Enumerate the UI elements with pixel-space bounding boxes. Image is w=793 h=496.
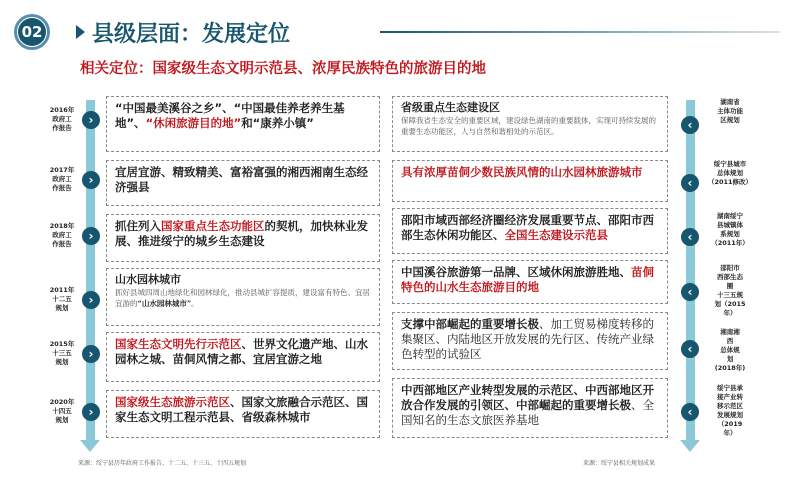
chevron-right-icon: › [82, 227, 100, 245]
left-box-2017-text: 宜居宜游、精致精美、富裕富强的湘西湘南生态经济强县 [115, 165, 368, 194]
left-label-2015: 2015年 十三五 规划 [49, 340, 75, 366]
right-box-xiangnan-text: 支撑中部崛起的重要增长极、加工贸易梯度转移的集聚区、内陆地区开放发展的先行区、传统产业绿色转型的试验区 [401, 317, 654, 361]
left-box-2016 [106, 96, 380, 152]
triangle-right-icon [76, 25, 85, 39]
right-timeline-arrow-icon [680, 440, 700, 452]
left-box-2017 [106, 160, 380, 206]
left-label-2016: 2016年 政府工 作报告 [49, 106, 75, 132]
chevron-left-icon: ‹ [681, 174, 699, 192]
section-number: 02 [18, 18, 46, 46]
page-title: 县级层面：发展定位 [92, 22, 291, 47]
left-box-2015-text: 国家生态文明先行示范区、世界文化遗产地、山水园林之城、苗侗风情之都、宜居宜游之地 [115, 337, 368, 366]
chevron-left-icon: ‹ [681, 116, 699, 134]
right-label-shaoyang-plan: 邵阳市 西部生态 圈 十三五规 划（2015 年） [714, 264, 746, 317]
right-box-shaoyang [392, 260, 668, 304]
chevron-left-icon: ‹ [681, 283, 699, 301]
right-box-xiangnan [392, 312, 668, 370]
right-box-town [392, 208, 668, 254]
right-box-town-text: 邵阳市域西部经济圈经济发展重要节点、邵阳市西部生态休闲功能区、全国生态建设示范县 [401, 213, 654, 242]
right-box-industry [392, 378, 668, 438]
right-label-industry-plan: 绥宁县承 接产业转 移示范区 发展规划 （2019 年） [717, 384, 743, 437]
right-box-province-title: 省级重点生态建设区 [401, 101, 500, 114]
left-label-2020: 2020年 十四五 规划 [49, 398, 75, 424]
right-label-province-plan: 湖南省 主体功能 区规划 [717, 98, 743, 124]
left-box-2015 [106, 332, 380, 382]
right-box-city [392, 160, 668, 202]
left-box-2016-text: “中国最美溪谷之乡”、“中国最佳养老养生基地”、“休闲旅游目的地”和“康养小镇” [115, 101, 345, 130]
left-label-2018: 2018年 政府工 作报告 [49, 222, 75, 248]
right-label-xiangnan-plan: 湘南湘 西 总体规 划 (2018年) [714, 328, 746, 372]
right-label-city-plan: 绥宁县城市 总体规划 （2011修改） [707, 160, 753, 186]
left-box-2011-title: 山水园林城市 [115, 273, 181, 286]
left-timeline [86, 100, 95, 442]
left-box-2018 [106, 214, 380, 262]
chevron-right-icon: › [82, 345, 100, 363]
right-timeline [686, 100, 695, 442]
chevron-left-icon: ‹ [681, 340, 699, 358]
right-box-industry-text: 中西部地区产业转型发展的示范区、中西部地区开放合作发展的引领区、中部崛起的重要增长极、全国知名的生态文旅医养基地 [401, 383, 654, 427]
left-box-2018-text: 抓住列入国家重点生态功能区的契机，加快林业发展、推进绥宁的城乡生态建设 [115, 219, 368, 248]
chevron-right-icon: › [82, 111, 100, 129]
chevron-left-icon: ‹ [681, 228, 699, 246]
chevron-right-icon: › [82, 291, 100, 309]
left-box-2020 [106, 390, 380, 438]
header-divider [380, 31, 780, 33]
source-note-right: 来源：绥宁县相关规划成果 [583, 460, 656, 467]
source-note-left: 来源：绥宁县历年政府工作报告、十二五、十三五、十四五规划 [78, 460, 247, 467]
left-box-2011-body: 抓好县城四周山地绿化和园林绿化，推动县城扩容提质，建设富有特色、宜居宜游的“山水园林城市”。 [115, 288, 370, 308]
chevron-right-icon: › [82, 171, 100, 189]
chevron-right-icon: › [82, 403, 100, 421]
left-label-2017: 2017年 政府工 作报告 [49, 166, 75, 192]
left-label-2011: 2011年 十二五 规划 [49, 286, 75, 312]
chevron-left-icon: ‹ [681, 403, 699, 421]
page-subtitle: 相关定位：国家级生态文明示范县、浓厚民族特色的旅游目的地 [80, 61, 486, 77]
right-box-province-body: 保障我省生态安全的重要区域，建设绿色湖南的重要载体，实现可持续发展的重要生态功能区，人与自然和谐相处的示范区。 [401, 116, 656, 136]
right-box-city-text: 具有浓厚苗侗少数民族风情的山水园林旅游城市 [401, 165, 643, 179]
section-badge [14, 14, 64, 50]
right-label-town-system-plan: 湖南绥宁 县城镇体 系规划 （2011年） [711, 212, 749, 247]
left-timeline-arrow-icon [80, 440, 100, 452]
left-box-2020-text: 国家级生态旅游示范区、国家文旅融合示范区、国家生态文明工程示范县、省级森林城市 [115, 395, 368, 424]
right-box-shaoyang-text: 中国溪谷旅游第一品牌、区域休闲旅游胜地、苗侗特色的山水生态旅游目的地 [401, 265, 654, 294]
right-box-province [392, 96, 668, 152]
left-box-2011 [106, 268, 380, 326]
